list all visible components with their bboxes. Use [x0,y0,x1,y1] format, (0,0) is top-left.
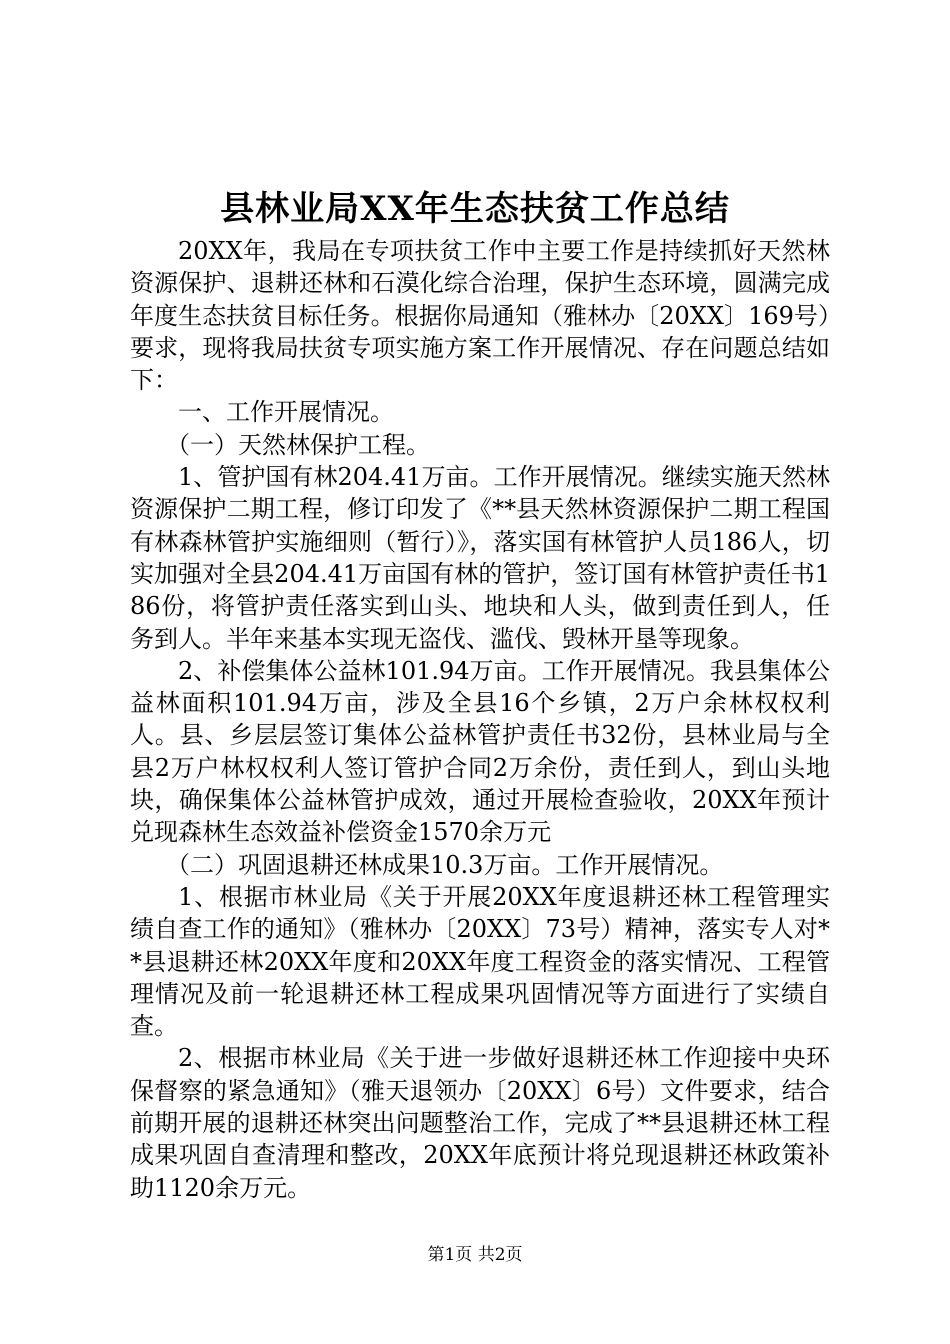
paragraph-state-forest: 1、管护国有林204.41万亩。工作开展情况。继续实施天然林资源保护二期工程，修订印发了《**县天然林资源保护二期工程国有林森林管护实施细则（暂行）》，落实国有林管护人员186人，切实加强对全县204.41万亩国有林的管护，签订国有林管护责任书186份，将管护责任落实到山头、地块和人头，做到责任到人，任务到人。半年来基本实现无盗伐、滥伐、毁林开垦等现象。 [130,463,830,653]
paragraph-self-inspection: 1、根据市林业局《关于开展20XX年度退耕还林工程管理实绩自查工作的通知》（雅林办〔20XX〕73号）精神，落实专人对**县退耕还林20XX年度和20XX年度工程资金的落实情况、工程管理情况及前一轮退耕还林工程成果巩固情况等方面进行了实绩自查。 [130,882,830,1041]
section-heading-1: 一、工作开展情况。 [178,398,394,427]
intro-paragraph: 20XX年，我局在专项扶贫工作中主要工作是持续抓好天然林资源保护、退耕还林和石漠化综合治理，保护生态环境，圆满完成年度生态扶贫目标任务。根据你局通知（雅林办〔20XX〕169号）要求，现将我局扶贫专项实施方案工作开展情况、存在问题总结如下： [130,237,830,395]
subsection-heading-reforestation: （二）巩固退耕还林成果10.3万亩。工作开展情况。 [166,850,724,879]
page-number-footer: 第1页 共2页 [427,1245,523,1265]
paragraph-collective-forest: 2、补偿集体公益林101.94万亩。工作开展情况。我县集体公益林面积101.94万亩，涉及全县16个乡镇，2万户余林权权利人。县、乡层层签订集体公益林管护责任书32份，县林业局与全县2万户林权权利人签订管护合同2万余份，责任到人，到山头地块，确保集体公益林管护成效，通过开展检查验收，20XX年预计兑现森林生态效益补偿资金1570余万元 [130,656,830,847]
document-title: 县林业局XX年生态扶贫工作总结 [220,189,730,229]
subsection-heading-natural-forest: （一）天然林保护工程。 [166,430,430,459]
document-body [130,235,830,1204]
paragraph-rectification: 2、根据市林业局《关于进一步做好退耕还林工作迎接中央环保督察的紧急通知》（雅天退领办〔20XX〕6号）文件要求，结合前期开展的退耕还林突出问题整治工作，完成了**县退耕还林工程成果巩固自查清理和整改，20XX年底预计将兑现退耕还林政策补助1120余万元。 [130,1044,830,1202]
